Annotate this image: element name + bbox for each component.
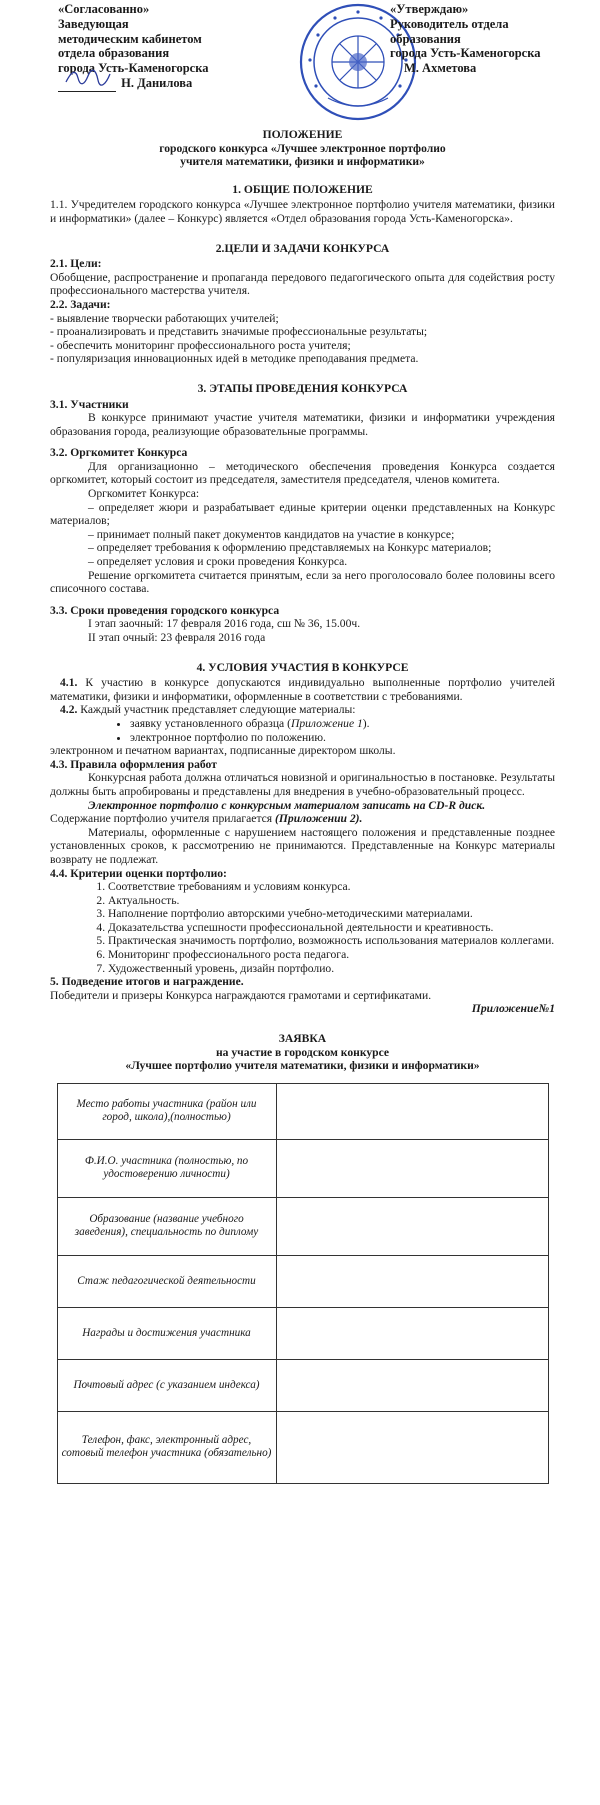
table-row xyxy=(57,1359,548,1411)
form-field-value[interactable] xyxy=(276,1083,548,1139)
list-item: 6. Мониторинг профессионального роста педагога. xyxy=(108,948,555,962)
section-1-heading: 1. ОБЩИЕ ПОЛОЖЕНИЕ xyxy=(232,182,373,196)
task-item: - популяризация инновационных идей в методике преподавания предмета. xyxy=(50,352,419,366)
list-item: 3. Наполнение портфолио авторскими учебно-методическими материалами. xyxy=(108,907,555,921)
list-item: 5. Практическая значимость портфолио, возможность использования материалов коллегами. xyxy=(108,934,555,948)
orgcommittee-duty: – определяет жюри и разрабатывает единые критерии оценки представленных на Конкурс материалов; xyxy=(50,500,555,528)
approved-label: «Утверждаю» xyxy=(390,2,469,16)
table-row xyxy=(57,1139,548,1197)
agreed-position-line2: методическим кабинетом xyxy=(58,31,202,46)
title-line2: городского конкурса «Лучшее электронное портфолио xyxy=(159,141,446,155)
application-title-line3: «Лучшее портфолио учителя математики, физики и информатики» xyxy=(125,1059,480,1073)
form-field-value[interactable] xyxy=(276,1197,548,1255)
orgcommittee-text: Для организационно – методического обеспечения проведения Конкурса создается оргкомитет, который состоит из председателя, заместителя председателя, членов комитета. xyxy=(50,459,555,487)
approved-position-line1: Руководитель отдела xyxy=(390,16,509,31)
section-5-text: Победители и призеры Конкурса награждаются грамотами и сертификатами. xyxy=(50,988,432,1002)
form-field-value[interactable] xyxy=(276,1255,548,1307)
table-row xyxy=(57,1197,548,1255)
table-row xyxy=(57,1411,548,1483)
task-item: - обеспечить мониторинг профессионального роста учителя; xyxy=(50,338,351,352)
form-field-label: Почтовый адрес (с указанием индекса) xyxy=(57,1359,276,1411)
title-line3: учителя математики, физики и информатики» xyxy=(180,155,425,169)
goals-heading: 2.1. Цели: xyxy=(50,257,102,271)
condition-4-1: 4.1. К участию в конкурсе допускаются индивидуально выполненные портфолио учителей математики, физики и информатики, оформленные в соответствии с требованиями. xyxy=(50,676,555,703)
application-title-line1: ЗАЯВКА xyxy=(278,1032,327,1046)
rules-cd-note: Электронное портфолио с конкурсным материалом записать на CD-R диск. xyxy=(88,798,486,812)
application-title xyxy=(50,1032,555,1073)
approval-block-left xyxy=(58,2,278,92)
approved-signer-name: М. Ахметова xyxy=(404,61,477,76)
list-item: 7. Художественный уровень, дизайн портфолио. xyxy=(108,962,555,976)
list-item: 2. Актуальность. xyxy=(108,894,555,908)
table-row xyxy=(57,1307,548,1359)
list-item: • заявку установленного образца (Приложение 1). xyxy=(130,717,555,731)
agreed-signer-name: Н. Данилова xyxy=(121,75,193,90)
approved-position-line2: образования xyxy=(390,31,461,46)
orgcommittee-duty: – определяет условия и сроки проведения Конкурса. xyxy=(88,555,348,569)
goals-text: Обобщение, распространение и пропаганда передового педагогического опыта для содействия росту профессионального мастерства учителя. xyxy=(50,270,555,298)
form-field-value[interactable] xyxy=(276,1359,548,1411)
form-field-value[interactable] xyxy=(276,1411,548,1483)
form-field-label: Награды и достижения участника xyxy=(57,1307,276,1359)
criteria-list xyxy=(50,880,555,975)
form-field-label: Место работы участника (район или город, школа),(полностью) xyxy=(57,1083,276,1139)
rules-text: Конкурсная работа должна отличаться новизной и оригинальностью в постановке. Результаты должны быть апробированы и представлены для внедрения в учебно-образовательный процесс. xyxy=(50,771,555,798)
document-title xyxy=(50,128,555,169)
application-form-table xyxy=(57,1083,549,1484)
section-5-heading: 5. Подведение итогов и награждение. xyxy=(50,975,244,989)
participants-heading: 3.1. Участники xyxy=(50,397,129,411)
orgcommittee-duty: – принимает полный пакет документов кандидатов на участие в конкурсе; xyxy=(88,527,455,541)
list-item: • электронное портфолио по положению. xyxy=(130,731,555,745)
tasks-heading: 2.2. Задачи: xyxy=(50,297,111,311)
appendix-label: Приложение№1 xyxy=(471,1002,555,1016)
rules-heading: 4.3. Правила оформления работ xyxy=(50,757,217,771)
dates-heading: 3.3. Сроки проведения городского конкурса xyxy=(50,603,280,617)
participants-text: В конкурсе принимают участие учителя математики, физики и информатики учреждения образования города, реализующие образовательные программы. xyxy=(50,411,555,438)
handwritten-signature-icon xyxy=(64,68,112,88)
list-item: 1. Соответствие требованиям и условиям конкурса. xyxy=(108,880,555,894)
materials-note: электронном и печатном вариантах, подписанные директором школы. xyxy=(50,744,396,758)
agreed-label: «Согласованно» xyxy=(58,2,150,16)
section-2-heading: 2.ЦЕЛИ И ЗАДАЧИ КОНКУРСА xyxy=(215,241,390,255)
rules-violation-note: Материалы, оформленные с нарушением настоящего положения и представленные позднее установленных сроков, к рассмотрению не принимаются. Представленные на Конкурс материалы возврату не подлежат. xyxy=(50,825,555,866)
stage-1-date: I этап заочный: 17 февраля 2016 года, сш № 36, 15.00ч. xyxy=(88,617,361,631)
stage-2-date: II этап очный: 23 февраля 2016 года xyxy=(88,631,266,644)
agreed-position-line1: Заведующая xyxy=(58,16,129,31)
condition-4-2: 4.2. Каждый участник представляет следующие материалы: xyxy=(60,703,356,717)
list-item: 4. Доказательства успешности профессиональной деятельности и креативность. xyxy=(108,921,555,935)
form-field-label: Образование (название учебного заведения), специальность по диплому xyxy=(57,1197,276,1255)
orgcommittee-decision: Решение оргкомитета считается принятым, если за него проголосовало более половины всего списочного состава. xyxy=(50,568,555,596)
approval-block-right xyxy=(390,2,590,76)
table-row xyxy=(57,1083,548,1139)
approved-position-line3: города Усть-Каменогорска xyxy=(390,46,541,61)
criteria-heading: 4.4. Критерии оценки портфолио: xyxy=(50,866,227,880)
rules-content-note: Содержание портфолио учителя прилагается (Приложении 2). xyxy=(50,812,363,826)
orgcommittee-heading: 3.2. Оргкомитет Конкурса xyxy=(50,446,188,460)
form-field-label: Телефон, факс, электронный адрес, сотовый телефон участника (обязательно) xyxy=(57,1411,276,1483)
title-line1: ПОЛОЖЕНИЕ xyxy=(262,128,343,141)
orgcommittee-label: Оргкомитет Конкурса: xyxy=(88,487,200,501)
table-row xyxy=(57,1255,548,1307)
agreed-position-line3: отдела образования xyxy=(58,46,170,61)
document-body xyxy=(50,128,555,1484)
signature-blank xyxy=(58,76,116,92)
form-field-value[interactable] xyxy=(276,1307,548,1359)
orgcommittee-duty: – определяет требования к оформлению представляемых на Конкурс материалов; xyxy=(88,541,492,555)
section-3-heading: 3. ЭТАПЫ ПРОВЕДЕНИЯ КОНКУРСА xyxy=(197,381,408,395)
agreed-position-line4: города Усть-Каменогорска xyxy=(58,61,209,76)
agreed-signature-line xyxy=(58,76,278,92)
materials-list xyxy=(50,717,555,744)
form-field-label: Ф.И.О. участника (полностью, по удостоверению личности) xyxy=(57,1139,276,1197)
form-field-label: Стаж педагогической деятельности xyxy=(57,1255,276,1307)
section-1-text: 1.1. Учредителем городского конкурса «Лучшее электронное портфолио учителя математики, физики и информатики» (далее – Конкурс) является «Отдел образования города Усть-Каменогорска». xyxy=(50,198,555,225)
task-item: - выявление творчески работающих учителей; xyxy=(50,311,279,325)
section-4-heading: 4. УСЛОВИЯ УЧАСТИЯ В КОНКУРСЕ xyxy=(196,660,409,674)
application-title-line2: на участие в городском конкурсе xyxy=(215,1045,390,1059)
task-item: - проанализировать и представить значимые профессиональные результаты; xyxy=(50,325,428,339)
form-field-value[interactable] xyxy=(276,1139,548,1197)
